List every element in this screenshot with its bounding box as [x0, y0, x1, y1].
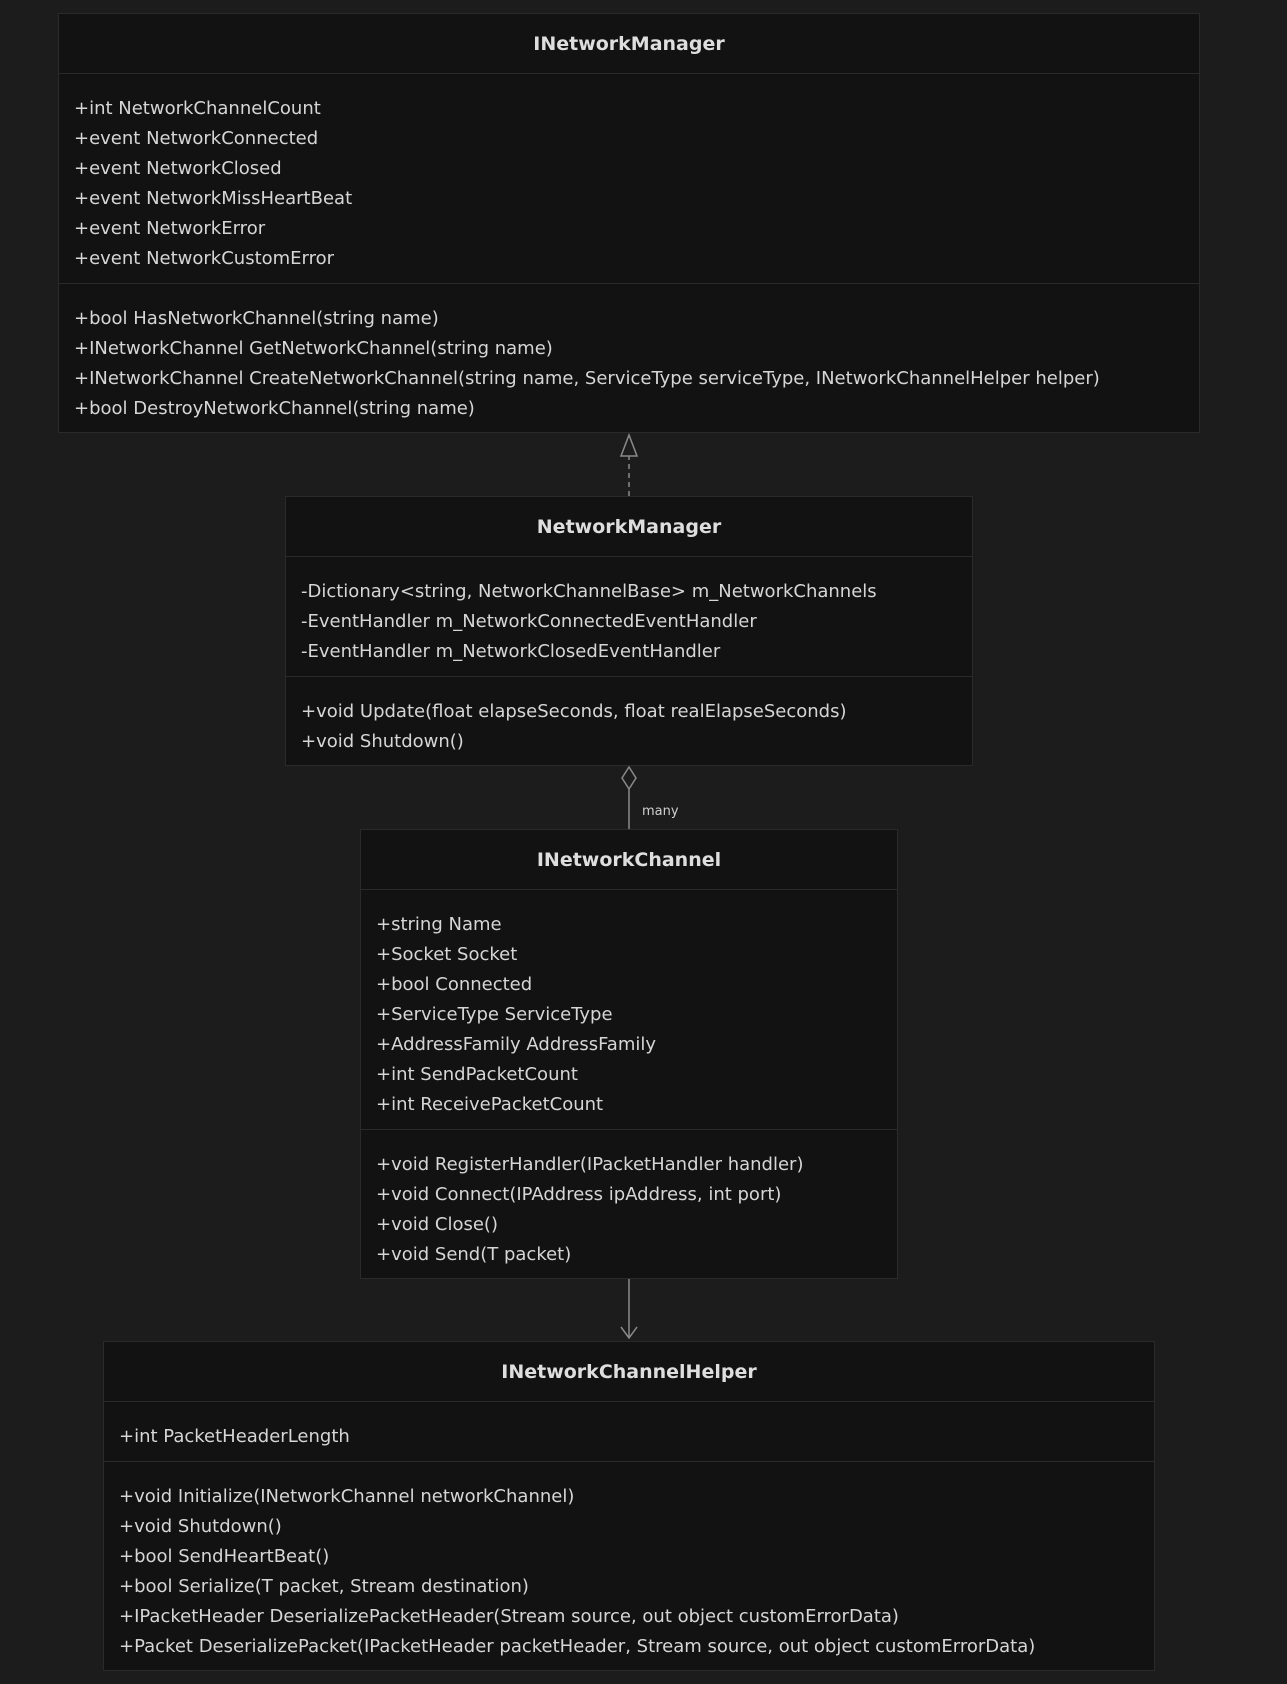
method: +bool SendHeartBeat() [119, 1546, 330, 1567]
class-title: INetworkChannelHelper [104, 1342, 1154, 1402]
method: +bool DestroyNetworkChannel(string name) [74, 398, 475, 419]
method: +Packet DeserializePacket(IPacketHeader packetHeader, Stream source, out object customErrorData) [119, 1636, 1036, 1657]
attributes-section [104, 1402, 1154, 1462]
method: +void Connect(IPAddress ipAddress, int port) [376, 1184, 782, 1205]
class-network-manager [285, 496, 973, 766]
attribute: +int SendPacketCount [376, 1064, 578, 1085]
attribute: +event NetworkConnected [74, 128, 319, 149]
attribute: +string Name [376, 914, 502, 935]
attributes-section [361, 890, 897, 1130]
attribute: +ServiceType ServiceType [376, 1004, 613, 1025]
attribute: +int PacketHeaderLength [119, 1426, 350, 1447]
method: +void Shutdown() [119, 1516, 282, 1537]
aggregation-label: many [642, 804, 679, 819]
method: +INetworkChannel CreateNetworkChannel(string name, ServiceType serviceType, INetworkChannelHelper helper) [74, 368, 1100, 389]
attribute: +bool Connected [376, 974, 533, 995]
attribute: +event NetworkMissHeartBeat [74, 188, 353, 209]
attribute: +int NetworkChannelCount [74, 98, 321, 119]
method: +INetworkChannel GetNetworkChannel(string name) [74, 338, 553, 359]
method: +void Update(float elapseSeconds, float realElapseSeconds) [301, 701, 847, 722]
method: +void Close() [376, 1214, 498, 1235]
class-title: NetworkManager [286, 497, 972, 557]
attribute: +event NetworkError [74, 218, 266, 239]
methods-section [104, 1462, 1154, 1662]
attribute: -EventHandler m_NetworkClosedEventHandler [301, 641, 721, 662]
methods-section [361, 1130, 897, 1270]
method: +void Initialize(INetworkChannel networkChannel) [119, 1486, 575, 1507]
class-inetwork-manager [58, 13, 1200, 433]
class-title: INetworkChannel [361, 830, 897, 890]
methods-section [286, 677, 972, 757]
attribute: +int ReceivePacketCount [376, 1094, 604, 1115]
attribute: -Dictionary<string, NetworkChannelBase> m_NetworkChannels [301, 581, 877, 602]
method: +void Shutdown() [301, 731, 464, 752]
method: +IPacketHeader DeserializePacketHeader(Stream source, out object customErrorData) [119, 1606, 899, 1627]
realization-arrowhead [621, 435, 637, 456]
method: +void Send(T packet) [376, 1244, 572, 1265]
class-inetwork-channel [360, 829, 898, 1279]
attributes-section [286, 557, 972, 677]
method: +void RegisterHandler(IPacketHandler handler) [376, 1154, 804, 1175]
attribute: +Socket Socket [376, 944, 518, 965]
method: +bool Serialize(T packet, Stream destination) [119, 1576, 529, 1597]
class-title: INetworkManager [59, 14, 1199, 74]
methods-section [59, 284, 1199, 424]
attribute: +event NetworkCustomError [74, 248, 335, 269]
attribute: +event NetworkClosed [74, 158, 282, 179]
method: +bool HasNetworkChannel(string name) [74, 308, 439, 329]
attributes-section [59, 74, 1199, 284]
attribute: -EventHandler m_NetworkConnectedEventHandler [301, 611, 757, 632]
aggregation-diamond [622, 767, 636, 789]
attribute: +AddressFamily AddressFamily [376, 1034, 657, 1055]
class-inetwork-channel-helper [103, 1341, 1155, 1671]
